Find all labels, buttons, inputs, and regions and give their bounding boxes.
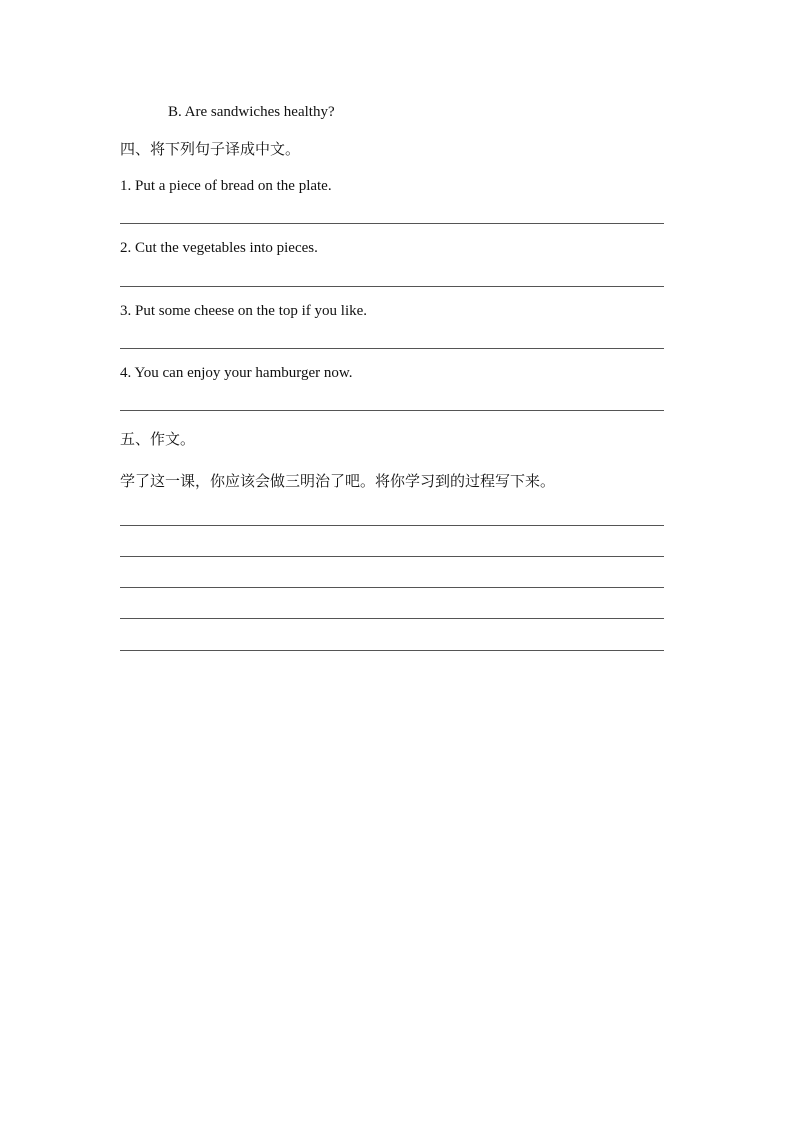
option-b-text: B. Are sandwiches healthy? [168,104,335,120]
writing-line-3[interactable] [120,587,664,588]
writing-line-5[interactable] [120,650,664,651]
answer-line-4[interactable] [120,410,664,411]
writing-line-4[interactable] [120,618,664,619]
sentence-1: 1. Put a piece of bread on the plate. [120,178,332,194]
sentence-4: 4. You can enjoy your hamburger now. [120,365,353,381]
answer-line-2[interactable] [120,286,664,287]
sentence-2: 2. Cut the vegetables into pieces. [120,240,318,256]
composition-prompt: 学了这一课，你应该会做三明治了吧。将你学习到的过程写下来。 [120,472,556,490]
section-5-heading: 五、作文。 [120,430,196,448]
writing-line-2[interactable] [120,556,664,557]
section-4-heading: 四、将下列句子译成中文。 [120,140,301,158]
answer-line-1[interactable] [120,223,664,224]
sentence-3: 3. Put some cheese on the top if you like. [120,303,368,319]
writing-line-1[interactable] [120,525,664,526]
answer-line-3[interactable] [120,348,664,349]
